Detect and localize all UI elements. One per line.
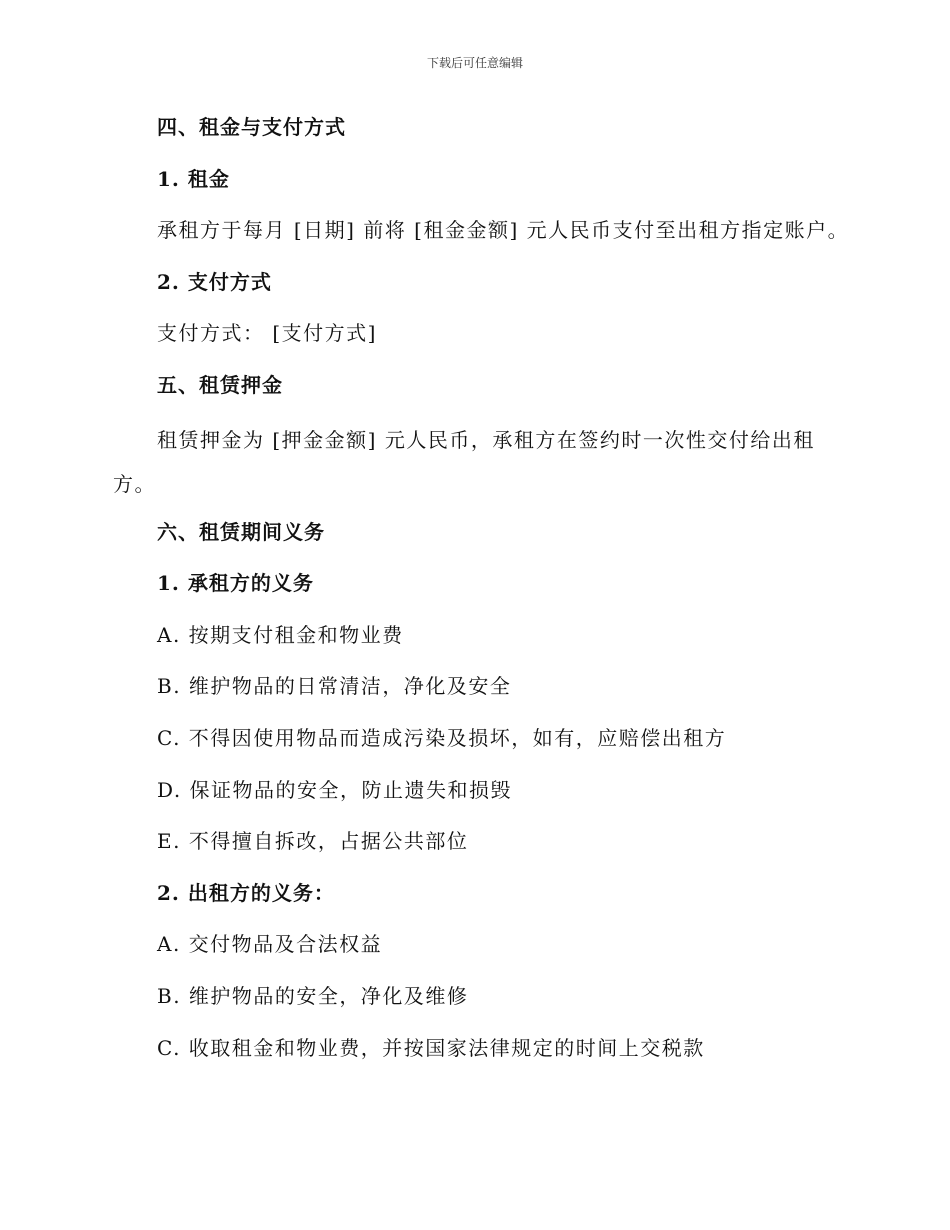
lessor-item-c: C. 收取租金和物业费，并按国家法律规定的时间上交税款 xyxy=(157,1035,705,1060)
lessor-item-b: B. 维护物品的安全，净化及维修 xyxy=(157,983,469,1008)
rent-heading: 1. 租金 xyxy=(157,166,230,191)
document-body xyxy=(113,108,850,1080)
lessee-heading: 1. 承租方的义务 xyxy=(157,571,314,596)
section-4-title: 四、租金与支付方式 xyxy=(157,115,346,139)
payment-text: 支付方式： [支付方式] xyxy=(157,321,377,346)
lessee-item-e: E. 不得擅自拆改，占据公共部位 xyxy=(157,829,469,854)
lessee-item-d: D. 保证物品的安全，防止遗失和损毁 xyxy=(157,777,513,802)
lessor-heading: 2. 出租方的义务： xyxy=(157,880,335,905)
lessor-item-a: A. 交付物品及合法权益 xyxy=(157,932,383,957)
section-6-title: 六、租赁期间义务 xyxy=(157,519,325,544)
lessee-item-c: C. 不得因使用物品而造成污染及损坏，如有，应赔偿出租方 xyxy=(157,725,727,750)
lessee-item-a: A. 按期支付租金和物业费 xyxy=(157,622,404,647)
page-header: 下载后可任意编辑 xyxy=(426,56,523,70)
payment-heading: 2. 支付方式 xyxy=(157,269,272,294)
section-5-title: 五、租赁押金 xyxy=(157,372,283,397)
rent-text: 承租方于每月 [日期] 前将 [租金金额] 元人民币支付至出租方指定账户。 xyxy=(157,218,850,243)
deposit-text: 租赁押金为 [押金金额] 元人民币，承租方在签约时一次性交付给出租方。 xyxy=(113,427,815,496)
lessee-item-b: B. 维护物品的日常清洁，净化及安全 xyxy=(157,674,512,699)
